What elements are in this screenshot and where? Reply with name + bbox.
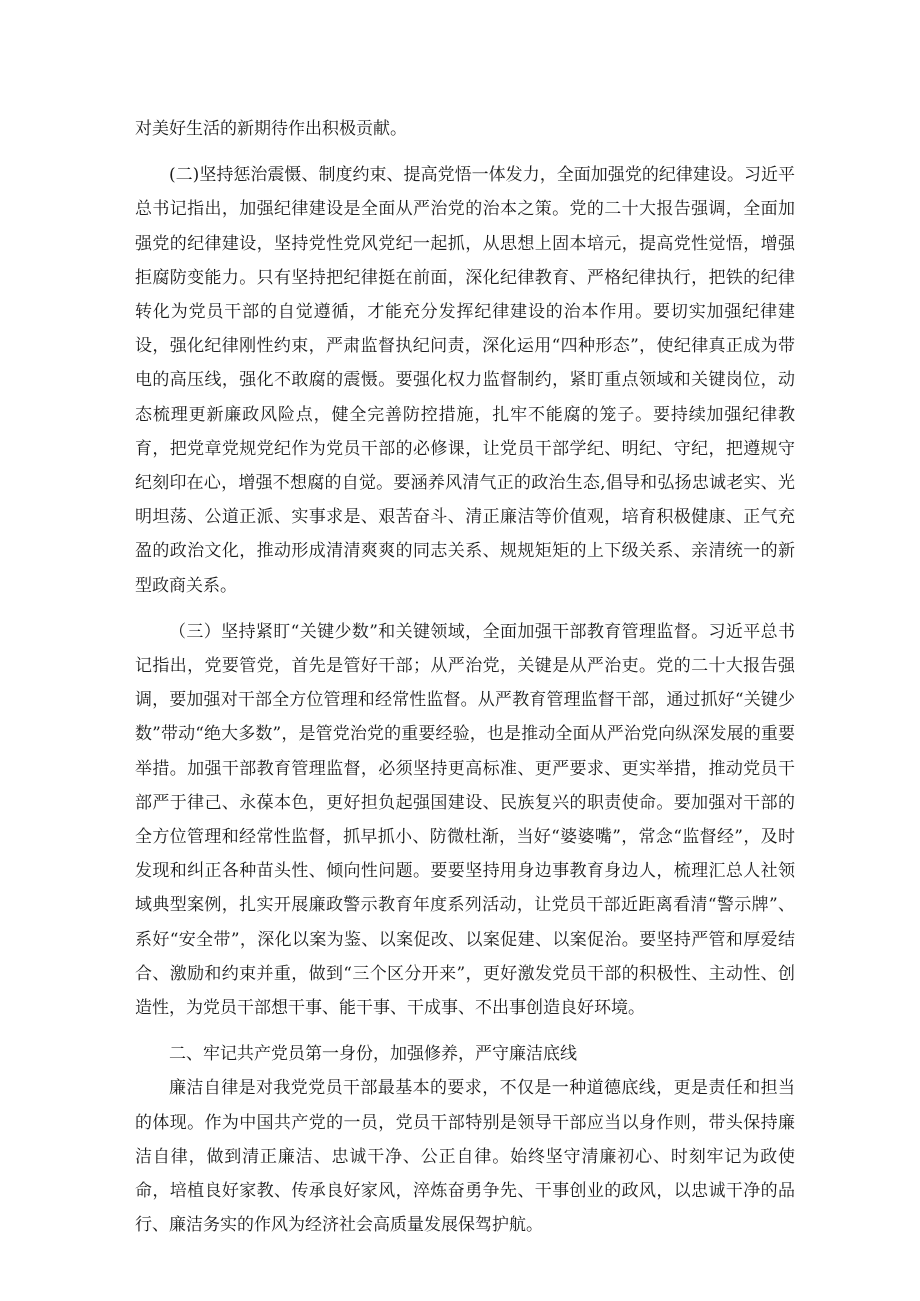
section-heading: 二、牢记共产党员第一身份，加强修养，严守廉洁底线 — [169, 1044, 577, 1065]
paragraph-continuation: 对美好生活的新期待作出积极贡献。 — [135, 119, 407, 139]
paragraph-integrity: 廉洁自律是对我党党员干部最基本的要求，不仅是一种道德底线，更是责任和担当的体现。作为中国共产党的一员，党员干部特别是领导干部应当以身作则，带头保持廉洁自律，做到清正廉洁、忠诚干净、公正自律。始终坚守清廉初心、时刻牢记为政使命，培植良好家教、传承良好家风，淬炼奋勇争先、干事创业的政风，以忠诚干净的品行、廉洁务实的作风为经济社会高质量发展保驾护航。 — [135, 1078, 795, 1236]
paragraph-section-3: （三）坚持紧盯“关键少数”和关键领域，全面加强干部教育管理监督。习近平总书记指出，党要管党，首先是管好干部；从严治党，关键是从严治吏。党的二十大报告强调，要加强对干部全方位管理和经常性监督。从严教育管理监督干部，通过抓好“关键少数”带动“绝大多数”，是管党治党的重要经验，也是推动全面从严治党向纵深发展的重要举措。加强干部教育管理监督，必须坚持更高标准、更严要求、更实举措，推动党员干部严于律己、永葆本色，更好担负起强国建设、民族复兴的职责使命。要加强对干部的全方位管理和经常性监督，抓早抓小、防微杜渐，当好“婆婆嘴”，常念“监督经”，及时发现和纠正各种苗头性、倾向性问题。要要坚持用身边事教育身边人，梳理汇总人社领域典型案例，扎实开展廉政警示教育年度系列活动，让党员干部近距离看清“警示牌”、系好“安全带”，深化以案为鉴、以案促改、以案促建、以案促治。要坚持严管和厚爱结合、激励和约束并重，做到“三个区分开来”，更好激发党员干部的积极性、主动性、创造性，为党员干部想干事、能干事、干成事、不出事创造良好环境。 — [135, 621, 795, 1019]
paragraph-section-2: (二)坚持惩治震慑、制度约束、提高党悟一体发力，全面加强党的纪律建设。习近平总书记指出，加强纪律建设是全面从严治党的治本之策。党的二十大报告强调，全面加强党的纪律建设，坚持党性党风党纪一起抓，从思想上固本培元，提高党性觉悟，增强拒腐防变能力。只有坚持把纪律挺在前面，深化纪律教育、严格纪律执行，把铁的纪律转化为党员干部的自觉遵循，才能充分发挥纪律建设的治本作用。要切实加强纪律建设，强化纪律刚性约束，严肃监督执纪问责，深化运用“四种形态”，使纪律真正成为带电的高压线，强化不敢腐的震慑。要强化权力监督制约，紧盯重点领域和关键岗位，动态梳理更新廉政风险点，健全完善防控措施，扎牢不能腐的笼子。要持续加强纪律教育，把党章党规党纪作为党员干部的必修课，让党员干部学纪、明纪、守纪，把遵规守纪刻印在心，增强不想腐的自觉。要涵养风清气正的政治生态,倡导和弘扬忠诚老实、光明坦荡、公道正派、实事求是、艰苦奋斗、清正廉洁等价值观，培育积极健康、正气充盈的政治文化，推动形成清清爽爽的同志关系、规规矩矩的上下级关系、亲清统一的新型政商关系。 — [135, 165, 795, 596]
document-body — [135, 112, 795, 1243]
